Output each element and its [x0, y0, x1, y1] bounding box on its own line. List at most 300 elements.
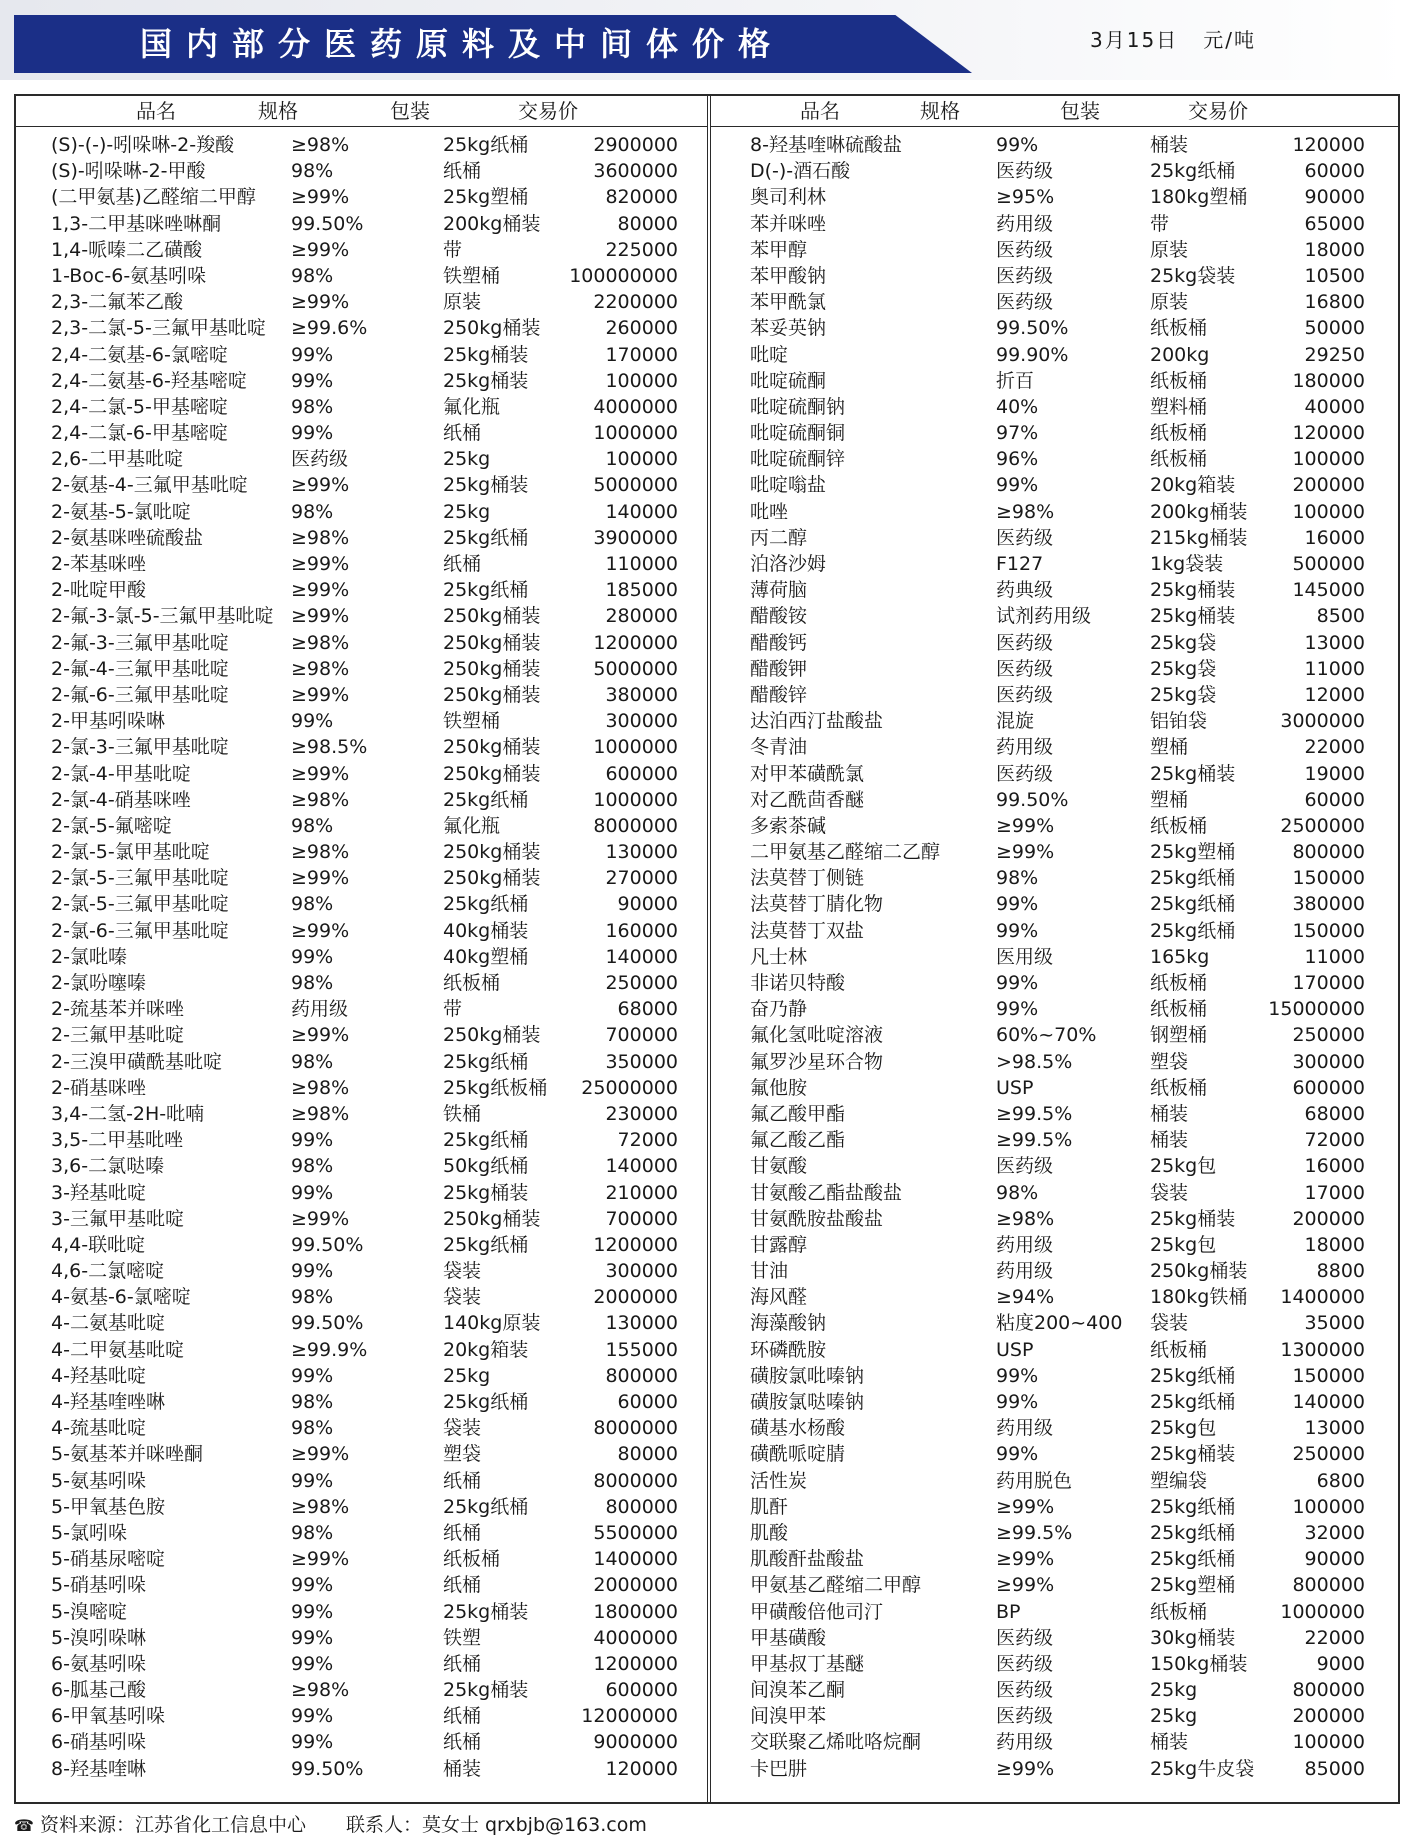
price: 60000: [1304, 788, 1365, 811]
product-name: 吡啶硫酮锌: [750, 448, 846, 471]
date: 3月15日: [1090, 28, 1179, 52]
package: 25kg纸桶: [443, 1233, 529, 1256]
spec: ≥99%: [291, 683, 350, 706]
spec: ≥99.5%: [996, 1521, 1073, 1544]
spec: 96%: [996, 448, 1039, 471]
price: 230000: [605, 1102, 678, 1125]
price: 250000: [1292, 1443, 1365, 1466]
spec: 98%: [291, 1521, 334, 1544]
product-name: 甘露醇: [750, 1233, 808, 1256]
table-row: [16, 1232, 708, 1258]
product-name: 8-羟基喹啉: [51, 1757, 146, 1780]
product-name: 吡啶硫酮铜: [750, 422, 846, 445]
spec: 98%: [291, 1050, 334, 1073]
package: 215kg桶装: [1150, 526, 1248, 549]
spec: 试剂药用级: [996, 605, 1092, 628]
product-name: 4-羟基喹唑啉: [51, 1391, 165, 1413]
spec: F127: [996, 553, 1044, 575]
spec: 医药级: [996, 657, 1054, 680]
package: 40kg塑桶: [443, 945, 529, 968]
package: 25kg纸板桶: [443, 1076, 548, 1099]
price: 4000000: [593, 1626, 678, 1649]
spec: 医药级: [996, 264, 1054, 287]
package: 铝铂袋: [1150, 710, 1208, 733]
price: 260000: [605, 317, 678, 340]
price: 130000: [605, 1312, 678, 1335]
price: 300000: [1292, 1050, 1365, 1073]
product-name: 2-硝基咪唑: [51, 1076, 146, 1099]
spec: 99%: [291, 945, 334, 968]
spec: ≥98%: [291, 1679, 350, 1702]
package: 25kg桶装: [1150, 762, 1236, 785]
product-name: 磺基水杨酸: [750, 1417, 846, 1440]
table-row: [710, 1494, 1400, 1520]
spec: USP: [996, 1338, 1034, 1361]
column-header-spec: 规格: [920, 99, 960, 123]
spec: 医药级: [996, 631, 1054, 654]
price: 130000: [605, 841, 678, 864]
spec: ≥98%: [996, 1207, 1055, 1230]
table-row: [16, 1075, 708, 1101]
spec: 99%: [291, 1260, 334, 1283]
product-name: 6-氨基吲哚: [51, 1652, 146, 1675]
price: 12000: [1304, 683, 1365, 706]
product-name: 对甲苯磺酰氯: [750, 762, 865, 785]
package: 纸桶: [443, 1574, 482, 1597]
spec: 98%: [291, 160, 334, 183]
price: 29250: [1304, 343, 1365, 366]
table-row: [16, 603, 708, 629]
price: 13000: [1304, 631, 1365, 654]
table-row: [710, 1729, 1400, 1755]
product-name: 2,4-二氯-6-甲基嘧啶: [51, 422, 228, 445]
product-name: 2-三溴甲磺酰基吡啶: [51, 1050, 222, 1073]
package: 25kg桶装: [443, 1181, 529, 1204]
table-row: [710, 394, 1400, 420]
table-row: [16, 132, 708, 158]
product-name: 间溴甲苯: [750, 1705, 827, 1728]
package: 150kg桶装: [1150, 1652, 1248, 1675]
spec: ≥99%: [291, 474, 350, 497]
table-row: [710, 1468, 1400, 1494]
package: 25kg包: [1150, 1155, 1217, 1178]
table-row: [16, 1049, 708, 1075]
package: 原装: [443, 291, 482, 314]
price: 150000: [1292, 919, 1365, 942]
package: 180kg塑桶: [1150, 186, 1248, 209]
table-row: [710, 1625, 1400, 1651]
spec: ≥99%: [291, 1207, 350, 1230]
table-row: [710, 1415, 1400, 1441]
table-row: [710, 1206, 1400, 1232]
package: 袋装: [443, 1417, 482, 1440]
spec: ≥99%: [996, 841, 1055, 864]
package: 20kg箱装: [1150, 474, 1236, 497]
table-row: [710, 237, 1400, 263]
table-row: [16, 211, 708, 237]
package: 250kg桶装: [443, 1207, 541, 1230]
table-row: [16, 315, 708, 341]
product-name: 2-氟-6-三氟甲基吡啶: [51, 683, 229, 706]
package: 纸板桶: [1150, 972, 1208, 994]
package: 25kg包: [1150, 1233, 1217, 1256]
product-name: 薄荷脑: [750, 579, 808, 602]
table-row: [16, 1180, 708, 1206]
spec: 99%: [291, 343, 334, 366]
price: 16800: [1304, 291, 1365, 314]
table-row: [16, 1127, 708, 1153]
spec: 99%: [996, 893, 1039, 916]
table-row: [16, 865, 708, 891]
product-name: 奋乃静: [750, 998, 808, 1021]
product-name: 2-氯-4-硝基咪唑: [51, 788, 191, 811]
spec: ≥99%: [291, 1024, 350, 1047]
table-row: [710, 891, 1400, 917]
table-row: [710, 1651, 1400, 1677]
spec: 98%: [291, 264, 334, 287]
table-row: [710, 1363, 1400, 1389]
spec: ≥95%: [996, 186, 1055, 209]
table-row: [710, 342, 1400, 368]
date-unit: [1090, 24, 1256, 53]
price: 1000000: [593, 736, 678, 759]
price: 12000000: [581, 1705, 678, 1728]
package: 25kg桶装: [443, 1600, 529, 1623]
package: 带: [1150, 212, 1170, 235]
spec: ≥98%: [291, 1102, 350, 1125]
table-row: [16, 630, 708, 656]
spec: 98%: [291, 395, 334, 418]
price: 2000000: [593, 1286, 678, 1309]
table-row: [710, 1022, 1400, 1048]
price: 17000: [1304, 1181, 1365, 1204]
package: 25kg纸桶: [1150, 1548, 1236, 1571]
spec: 99%: [291, 1626, 334, 1649]
table-row: [710, 289, 1400, 315]
product-name: 吡啶: [750, 343, 789, 366]
product-name: 2-氯-3-三氟甲基吡啶: [51, 736, 229, 759]
table-row: [16, 472, 708, 498]
table-row: [710, 525, 1400, 551]
product-name: 2-氯吡嗪: [51, 945, 127, 968]
product-name: (二甲氨基)乙醛缩二甲醇: [51, 186, 256, 209]
spec: ≥98%: [291, 841, 350, 864]
price: 68000: [617, 998, 678, 1021]
price: 72000: [1304, 1129, 1365, 1152]
table-row: [710, 1703, 1400, 1729]
product-name: 凡士林: [750, 945, 808, 968]
spec: 99%: [996, 1391, 1039, 1413]
phone-icon: ☎: [14, 1816, 34, 1835]
product-name: 间溴苯乙酮: [750, 1679, 846, 1702]
package: 25kg纸桶: [443, 1129, 529, 1152]
spec: ≥99%: [291, 291, 350, 314]
product-name: 苯并咪唑: [750, 212, 827, 235]
package: 25kg桶装: [1150, 1207, 1236, 1230]
table-row: [710, 603, 1400, 629]
spec: ≥98%: [291, 1495, 350, 1518]
spec: 医药级: [996, 762, 1054, 785]
package: 纸桶: [443, 1705, 482, 1728]
product-name: 2-氯-5-三氟甲基吡啶: [51, 867, 229, 890]
product-name: 3-羟基吡啶: [51, 1181, 146, 1204]
price: 800000: [605, 1495, 678, 1518]
price: 150000: [1292, 1364, 1365, 1387]
package: 塑袋: [1150, 1050, 1189, 1073]
table-row: [16, 682, 708, 708]
right-rows: [710, 132, 1400, 1782]
price: 13000: [1304, 1417, 1365, 1440]
table-row: [16, 1651, 708, 1677]
product-name: 法莫替丁双盐: [750, 919, 865, 942]
package: 纸桶: [443, 422, 482, 445]
table-row: [16, 368, 708, 394]
price: 8000000: [593, 814, 678, 837]
price: 68000: [1304, 1102, 1365, 1125]
price: 100000: [605, 369, 678, 392]
package: 纸桶: [443, 1469, 482, 1492]
product-name: 2-氨基咪唑硫酸盐: [51, 526, 203, 549]
package: 袋装: [443, 1286, 482, 1309]
product-name: 2-氨基-5-氯吡啶: [51, 500, 191, 523]
package: 袋装: [1150, 1312, 1189, 1335]
spec: ≥99.6%: [291, 317, 368, 340]
spec: 医药级: [996, 683, 1054, 706]
price: 250000: [1292, 1024, 1365, 1047]
contact-text: 联系人：莫女士 qrxbjb@163.com: [345, 1814, 647, 1836]
package: 纸板桶: [1150, 1600, 1208, 1623]
table-row: [16, 1677, 708, 1703]
spec: 医药级: [996, 1155, 1054, 1178]
package: 25kg桶装: [1150, 1443, 1236, 1466]
spec: 99%: [291, 1364, 334, 1387]
table-row: [16, 499, 708, 525]
price: 1000000: [593, 422, 678, 445]
spec: 药用级: [996, 1233, 1054, 1256]
product-name: 磺胺氯哒嗪钠: [750, 1391, 865, 1413]
product-name: 法莫替丁侧链: [750, 867, 865, 890]
product-name: 2-甲基吲哚啉: [51, 710, 165, 733]
product-name: 4,6-二氯嘧啶: [51, 1260, 165, 1283]
table-row: [16, 813, 708, 839]
package: 氟化瓶: [443, 814, 501, 837]
product-name: 苯甲醇: [750, 238, 808, 261]
spec: 药用级: [291, 998, 349, 1021]
table-row: [710, 1075, 1400, 1101]
price: 100000: [1292, 448, 1365, 471]
spec: 医药级: [996, 291, 1054, 314]
price: 72000: [617, 1129, 678, 1152]
package: 纸板桶: [1150, 1076, 1208, 1099]
product-name: 2-氯-5-三氟甲基吡啶: [51, 893, 229, 916]
price: 200000: [1292, 1705, 1365, 1728]
table-row: [710, 1520, 1400, 1546]
package: 塑桶: [1150, 788, 1189, 811]
product-name: 泊洛沙姆: [750, 553, 827, 575]
price: 5500000: [593, 1521, 678, 1544]
table-row: [710, 708, 1400, 734]
spec: 医药级: [996, 1626, 1054, 1649]
package: 25kg塑桶: [1150, 1574, 1236, 1597]
package: 250kg桶装: [1150, 1260, 1248, 1283]
table-row: [710, 1153, 1400, 1179]
price: 140000: [605, 500, 678, 523]
price: 100000: [1292, 500, 1365, 523]
table-row: [710, 499, 1400, 525]
table-row: [710, 1337, 1400, 1363]
price: 185000: [605, 579, 678, 602]
product-name: 2,4-二氨基-6-羟基嘧啶: [51, 369, 247, 392]
price: 22000: [1304, 1626, 1365, 1649]
unit: 元/吨: [1203, 28, 1257, 52]
product-name: 甲氨基乙醛缩二甲醇: [750, 1574, 922, 1597]
package: 氟化瓶: [443, 395, 501, 418]
package: 25kg: [443, 448, 491, 471]
table-row: [710, 1284, 1400, 1310]
table-row: [710, 944, 1400, 970]
right-column: [710, 96, 1400, 1802]
price: 700000: [605, 1207, 678, 1230]
spec: 药用脱色: [996, 1469, 1073, 1492]
product-name: 2-三氟甲基吡啶: [51, 1024, 184, 1047]
spec: 97%: [996, 422, 1039, 445]
package: 25kg塑桶: [1150, 841, 1236, 864]
price: 90000: [1304, 1548, 1365, 1571]
product-name: 非诺贝特酸: [750, 972, 846, 994]
table-row: [710, 656, 1400, 682]
table-row: [16, 551, 708, 577]
price: 1000000: [1280, 1600, 1365, 1623]
product-name: 2-氨基-4-三氟甲基吡啶: [51, 474, 248, 497]
spec: ≥99%: [291, 867, 350, 890]
spec: 医药级: [996, 1705, 1054, 1728]
product-name: 甘氨酸: [750, 1155, 808, 1178]
table-row: [710, 1049, 1400, 1075]
table-row: [710, 1546, 1400, 1572]
price: 9000: [1316, 1652, 1365, 1675]
price: 150000: [1292, 867, 1365, 890]
product-name: 多索茶碱: [750, 814, 827, 837]
price: 140000: [605, 945, 678, 968]
price: 100000: [1292, 1495, 1365, 1518]
spec: 99%: [996, 919, 1039, 942]
table-row: [16, 970, 708, 996]
package: 纸桶: [443, 1521, 482, 1544]
package: 塑编袋: [1150, 1469, 1208, 1492]
table-row: [16, 1756, 708, 1782]
table-row: [710, 1258, 1400, 1284]
table-row: [16, 289, 708, 315]
table-row: [710, 682, 1400, 708]
column-header-spec: 规格: [258, 99, 298, 123]
product-name: 4-二氨基吡啶: [51, 1312, 165, 1335]
table-row: [16, 1599, 708, 1625]
spec: 99%: [291, 1731, 334, 1754]
product-name: 磺胺氯吡嗪钠: [750, 1364, 865, 1387]
table-row: [710, 1127, 1400, 1153]
price: 110000: [605, 553, 678, 575]
table-header-right: [710, 96, 1400, 127]
price: 15000000: [1268, 998, 1365, 1021]
left-rows: [16, 132, 708, 1782]
spec: 98%: [291, 1286, 334, 1309]
price: 8000000: [593, 1469, 678, 1492]
package: 250kg桶装: [443, 1024, 541, 1047]
package: 250kg桶装: [443, 631, 541, 654]
product-name: 吡啶嗡盐: [750, 474, 827, 497]
package: 20kg箱装: [443, 1338, 529, 1361]
price: 145000: [1292, 579, 1365, 602]
table-row: [16, 708, 708, 734]
product-name: 8-羟基喹啉硫酸盐: [750, 134, 902, 156]
table-row: [16, 525, 708, 551]
price: 10500: [1304, 264, 1365, 287]
spec: ≥99%: [291, 762, 350, 785]
spec: ≥99%: [996, 1574, 1055, 1597]
product-name: 甲基磺酸: [750, 1626, 827, 1649]
price: 1400000: [593, 1548, 678, 1571]
spec: ≥98%: [291, 134, 350, 156]
column-header-pack: 包装: [1060, 99, 1100, 123]
table-row: [16, 1546, 708, 1572]
spec: 99%: [291, 1129, 334, 1152]
product-name: 活性炭: [750, 1469, 808, 1492]
product-name: 丙二醇: [750, 526, 808, 549]
price: 120000: [1292, 422, 1365, 445]
package: 纸桶: [443, 160, 482, 183]
product-name: 醋酸钙: [750, 631, 808, 654]
price: 80000: [617, 1443, 678, 1466]
price: 65000: [1304, 212, 1365, 235]
spec: ≥98%: [291, 1076, 350, 1099]
table-row: [710, 263, 1400, 289]
table-row: [710, 184, 1400, 210]
table-row: [16, 1415, 708, 1441]
spec: 60%~70%: [996, 1024, 1097, 1047]
price: 350000: [605, 1050, 678, 1073]
package: 25kg桶装: [443, 369, 529, 392]
table-row: [16, 1389, 708, 1415]
price: 250000: [605, 972, 678, 994]
package: 250kg桶装: [443, 605, 541, 628]
spec: 99%: [291, 1652, 334, 1675]
table-row: [710, 132, 1400, 158]
table-row: [710, 1310, 1400, 1336]
product-name: 2-巯基苯并咪唑: [51, 998, 184, 1021]
price: 1200000: [593, 1652, 678, 1675]
product-name: 法莫替丁腈化物: [750, 893, 884, 916]
table-row: [16, 1363, 708, 1389]
spec: ≥99.5%: [996, 1102, 1073, 1125]
spec: 99%: [996, 474, 1039, 497]
price: 80000: [617, 212, 678, 235]
product-name: 吡啶硫酮钠: [750, 395, 846, 418]
table-row: [16, 446, 708, 472]
product-name: 甘氨酰胺盐酸盐: [750, 1207, 884, 1230]
package: 铁塑桶: [443, 264, 501, 287]
spec: 99.50%: [996, 788, 1069, 811]
price: 280000: [605, 605, 678, 628]
package: 25kg纸桶: [1150, 1521, 1236, 1544]
package: 25kg纸桶: [1150, 160, 1236, 183]
package: 25kg袋: [1150, 657, 1217, 680]
table-row: [710, 1180, 1400, 1206]
product-name: 2-氟-3-三氟甲基吡啶: [51, 631, 229, 654]
table-row: [16, 1729, 708, 1755]
product-name: 肌酐: [750, 1495, 789, 1518]
package: 200kg桶装: [443, 212, 541, 235]
table-row: [710, 420, 1400, 446]
